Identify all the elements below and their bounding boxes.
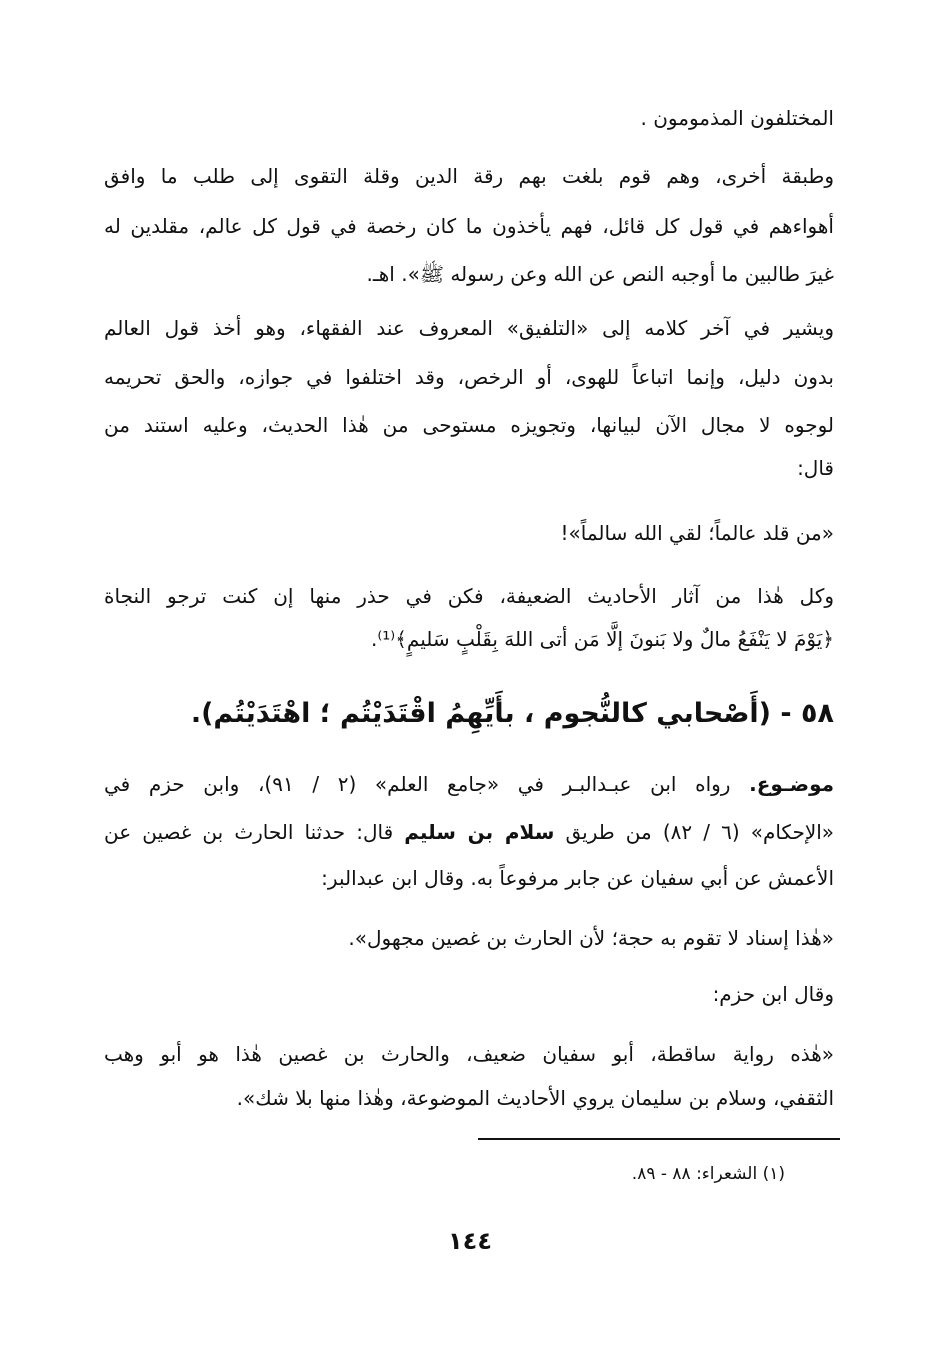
quran-verse-line: ﴿يَوْمَ لا يَنْفَعُ مالٌ ولا بَنونَ إلَّا مَن أتى اللهَ بِقَلْبٍ سَليمٍ﴾⁽¹⁾. — [370, 627, 834, 651]
narrator-name: سلام بن سليم — [404, 820, 555, 844]
verdict-label: موضـوع. — [749, 772, 834, 796]
text-line-1: المختلفون المذمومون . — [640, 106, 834, 130]
body-line-2-start: «الإحكام» (٦ / ٨٢) من طريق — [554, 820, 835, 844]
page-number: ١٤٤ — [448, 1227, 492, 1255]
footnote: (١) الشعراء: ٨٨ - ٨٩. — [631, 1164, 785, 1184]
ibn-abdilbarr-quote: «هٰذا إسناد لا تقوم به حجة؛ لأن الحارث بن غصين مجهول». — [348, 926, 834, 950]
quoted-saying: «من قلد عالماً؛ لقي الله سالماً»! — [560, 521, 834, 545]
text-line-2: وطبقة أخرى، وهم قوم بلغت بهم رقة الدين وقلة التقوى إلى طلب ما وافق — [104, 164, 834, 188]
text-line-4: غيرَ طالبين ما أوجبه النص عن الله وعن رسوله ﷺ». اهـ. — [366, 262, 834, 286]
ibn-hazm-quote-line-2: الثقفي، وسلام بن سليمان يروي الأحاديث الموضوعة، وهٰذا منها بلا شك». — [236, 1086, 834, 1110]
ibn-hazm-quote-line-1: «هٰذه رواية ساقطة، أبو سفيان ضعيف، والحارث بن غصين هٰذا هو أبو وهب — [104, 1042, 834, 1066]
body-line-1-text: رواه ابن عبـدالبـر في «جامع العلم» (٢ / ٩١)، وابن حزم في — [104, 772, 750, 796]
body-line-1 — [104, 768, 834, 800]
ibn-hazm-intro: وقال ابن حزم: — [712, 982, 834, 1006]
body-line-3: الأعمش عن أبي سفيان عن جابر مرفوعاً به. وقال ابن عبدالبر: — [321, 866, 834, 890]
hadith-heading: ٥٨ - (أَصْحابي كالنُّجوم ، بأَيِّهِمُ اقْتَدَيْتُم ؛ اهْتَدَيْتُم). — [190, 698, 834, 729]
text-line-10: وكل هٰذا من آثار الأحاديث الضعيفة، فكن في حذر منها إن كنت ترجو النجاة — [104, 584, 834, 608]
text-line-6: بدون دليل، وإنما اتباعاً للهوى، أو الرخص، وقد اختلفوا في جوازه، والحق تحريمه — [104, 365, 834, 389]
text-line-3: أهواءهم في قول كل قائل، فهم يأخذون ما كان رخصة في قول كل عالم، مقلدين له — [104, 214, 834, 238]
text-line-5: ويشير في آخر كلامه إلى «التلفيق» المعروف عند الفقهاء، وهو أخذ قول العالم — [104, 316, 834, 340]
body-line-2 — [104, 816, 834, 848]
text-line-8: قال: — [797, 456, 834, 480]
footnote-separator — [478, 1138, 840, 1140]
text-line-7: لوجوه لا مجال الآن لبيانها، وتجويزه مستوحى من هٰذا الحديث، وعليه استند من — [104, 413, 834, 437]
body-line-2-end: قال: حدثنا الحارث بن غصين عن — [104, 820, 405, 844]
